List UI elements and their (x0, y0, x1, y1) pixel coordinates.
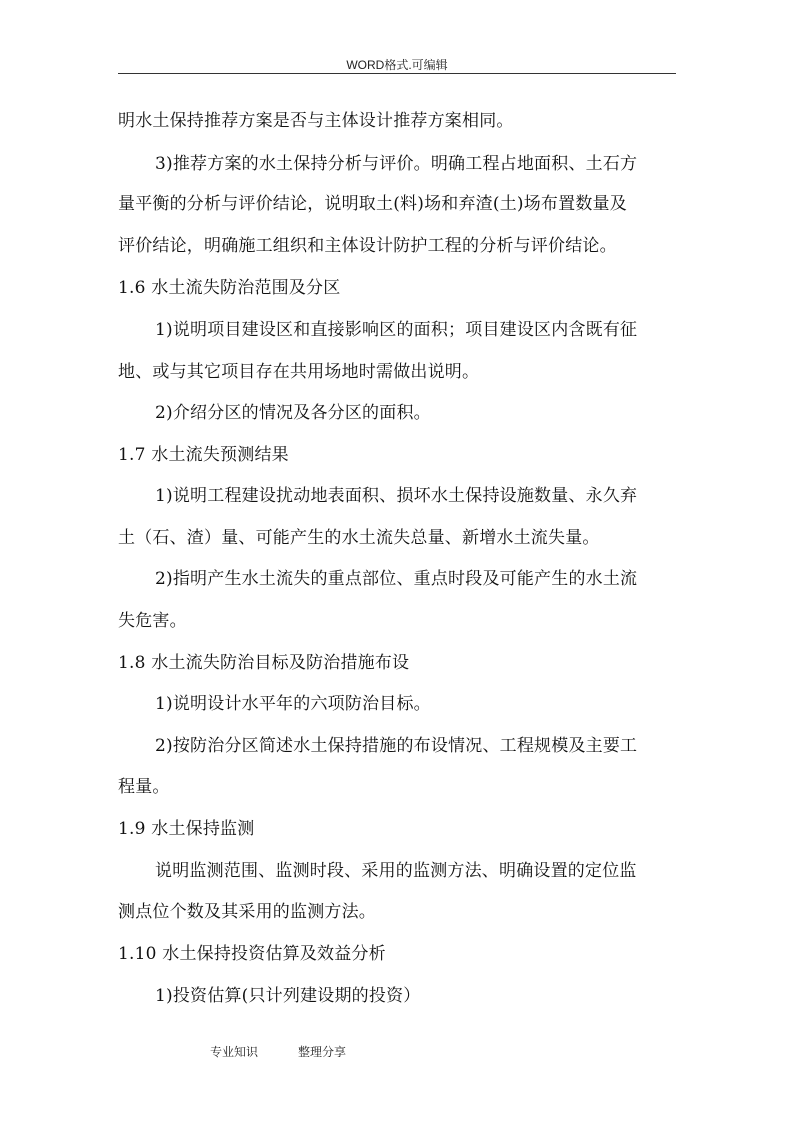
body-line: 测点位个数及其采用的监测方法。 (118, 902, 376, 922)
body-line: 1)投资估算(只计列建设期的投资） (155, 986, 421, 1006)
header-divider (118, 73, 676, 74)
body-line: 土（石、渣）量、可能产生的水土流失总量、新增水土流失量。 (118, 528, 600, 548)
body-line: 2)按防治分区简述水土保持措施的布设情况、工程规模及主要工 (155, 736, 638, 756)
section-heading: 1.6 水土流失防治范围及分区 (118, 278, 341, 298)
section-heading: 1.9 水土保持监测 (118, 819, 255, 839)
body-line: 1)说明设计水平年的六项防治目标。 (155, 694, 431, 714)
page-header: WORD格式.可编辑 (346, 58, 448, 72)
body-line: 2)指明产生水土流失的重点部位、重点时段及可能产生的水土流 (155, 569, 638, 589)
body-line: 地、或与其它项目存在共用场地时需做出说明。 (118, 362, 480, 382)
body-line: 说明监测范围、监测时段、采用的监测方法、明确设置的定位监 (155, 861, 637, 881)
body-line: 程量。 (118, 777, 170, 797)
footer-left: 专业知识 (210, 1045, 259, 1059)
section-heading: 1.8 水土流失防治目标及防治措施布设 (118, 653, 410, 673)
section-heading: 1.10 水土保持投资估算及效益分析 (118, 944, 386, 964)
body-line: 1)说明工程建设扰动地表面积、损坏水土保持设施数量、永久弃 (155, 486, 638, 506)
body-line: 2)介绍分区的情况及各分区的面积。 (155, 403, 431, 423)
body-line: 失危害。 (118, 611, 187, 631)
body-line: 量平衡的分析与评价结论，说明取土(料)场和弃渣(土)场布置数量及 (118, 194, 627, 214)
body-line: 评价结论，明确施工组织和主体设计防护工程的分析与评价结论。 (118, 236, 617, 256)
body-line: 3)推荐方案的水土保持分析与评价。明确工程占地面积、土石方 (155, 154, 638, 174)
footer-right: 整理分享 (298, 1045, 347, 1059)
body-line: 1)说明项目建设区和直接影响区的面积；项目建设区内含既有征 (155, 320, 638, 340)
body-line: 明水土保持推荐方案是否与主体设计推荐方案相同。 (118, 111, 514, 131)
section-heading: 1.7 水土流失预测结果 (118, 445, 289, 465)
